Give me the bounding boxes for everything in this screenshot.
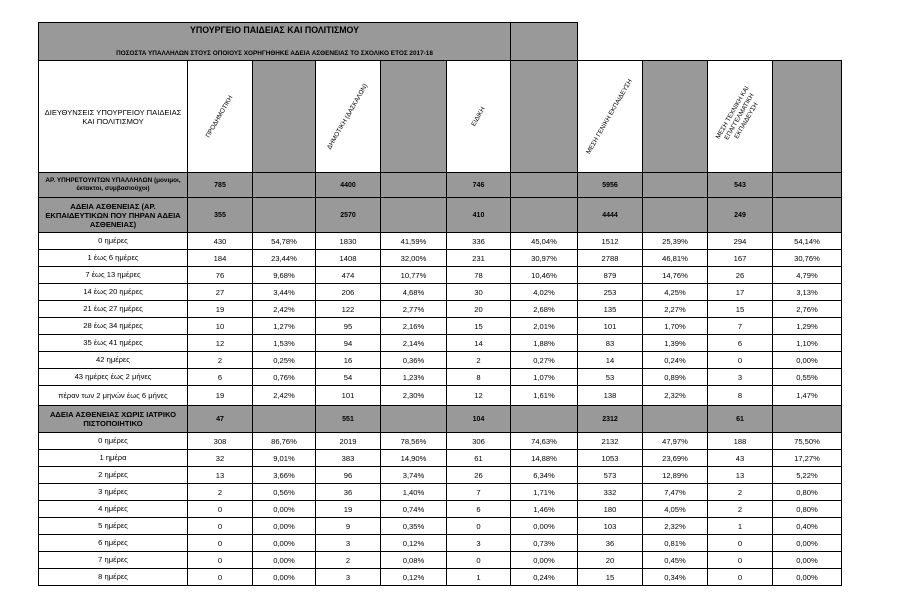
percent-cell: 0,12% (381, 535, 447, 552)
row-label: 0 ημέρες (39, 233, 188, 250)
percent-cell: 54,14% (773, 233, 842, 250)
row-label: 43 ημέρες έως 2 μήνες (39, 369, 188, 386)
percent-cell: 1,70% (643, 318, 708, 335)
count-cell: 253 (578, 284, 643, 301)
count-cell: 188 (708, 433, 773, 450)
row-header-label: ΔΙΕΥΘΥΝΣΕΙΣ ΥΠΟΥΡΓΕΙΟΥ ΠΑΙΔΕΙΑΣ ΚΑΙ ΠΟΛΙΤΙΣΜΟΥ (39, 61, 188, 173)
table-row (39, 569, 842, 586)
count-cell: 19 (316, 501, 381, 518)
percent-cell: 3,44% (253, 284, 316, 301)
count-cell: 30 (447, 284, 511, 301)
count-cell: 12 (188, 335, 253, 352)
count-cell: 0 (188, 501, 253, 518)
percent-cell: 10,46% (511, 267, 578, 284)
count-cell: 879 (578, 267, 643, 284)
percent-cell: 78,56% (381, 433, 447, 450)
percent-cell: 46,81% (643, 250, 708, 267)
count-cell: 231 (447, 250, 511, 267)
count-cell: 2 (188, 352, 253, 369)
percent-cell: 7,47% (643, 484, 708, 501)
count-cell: 2 (708, 501, 773, 518)
row-label: 0 ημέρες (39, 433, 188, 450)
count-cell: 1830 (316, 233, 381, 250)
percent-cell: 0,45% (643, 552, 708, 569)
count-cell: 1053 (578, 450, 643, 467)
percent-cell: 47,97% (643, 433, 708, 450)
table-row (39, 484, 842, 501)
count-cell: 2 (316, 552, 381, 569)
count-cell: 32 (188, 450, 253, 467)
column-header-special: ΕΙΔΙΚΗ (447, 61, 511, 173)
row-label: 7 έως 13 ημέρες (39, 267, 188, 284)
percent-cell: 2,01% (511, 318, 578, 335)
row-label: 5 ημέρες (39, 518, 188, 535)
percent-cell: 1,88% (511, 335, 578, 352)
count-cell: 14 (447, 335, 511, 352)
percent-cell: 0,00% (253, 552, 316, 569)
table-row (39, 450, 842, 467)
count-cell: 9 (316, 518, 381, 535)
count-cell: 26 (447, 467, 511, 484)
count-cell: 36 (578, 535, 643, 552)
percent-cell: 0,34% (643, 569, 708, 586)
count-cell: 0 (188, 569, 253, 586)
without-cert-value: 2312 (578, 406, 643, 433)
count-cell: 2019 (316, 433, 381, 450)
table-row (39, 433, 842, 450)
count-cell: 0 (708, 552, 773, 569)
count-cell: 2788 (578, 250, 643, 267)
table-row (39, 233, 842, 250)
count-cell: 180 (578, 501, 643, 518)
percent-cell: 0,00% (511, 518, 578, 535)
percent-cell: 1,39% (643, 335, 708, 352)
percent-cell: 12,89% (643, 467, 708, 484)
count-cell: 6 (708, 335, 773, 352)
without-cert-value: 47 (188, 406, 253, 433)
percent-cell: 3,66% (253, 467, 316, 484)
percent-cell: 2,76% (773, 301, 842, 318)
table-row (39, 335, 842, 352)
table-row (39, 467, 842, 484)
row-label: 42 ημέρες (39, 352, 188, 369)
table-row (39, 369, 842, 386)
count-cell: 96 (316, 467, 381, 484)
percent-cell: 0,00% (253, 518, 316, 535)
table-row (39, 267, 842, 284)
count-cell: 36 (316, 484, 381, 501)
count-cell: 14 (578, 352, 643, 369)
percent-cell: 1,27% (253, 318, 316, 335)
table-row (39, 250, 842, 267)
percent-cell: 0,00% (773, 569, 842, 586)
percent-cell: 1,07% (511, 369, 578, 386)
percent-cell: 1,53% (253, 335, 316, 352)
percent-cell: 45,04% (511, 233, 578, 250)
percent-cell: 0,00% (253, 569, 316, 586)
percent-cell: 0,00% (511, 552, 578, 569)
row-label: 2 ημέρες (39, 467, 188, 484)
percent-cell: 0,24% (511, 569, 578, 586)
count-cell: 0 (708, 535, 773, 552)
without-cert-label: ΑΔΕΙΑ ΑΣΘΕΝΕΙΑΣ ΧΩΡΙΣ ΙΑΤΡΙΚΟ ΠΙΣΤΟΠΟΙΗΤΙΚΟ (39, 406, 188, 433)
count-cell: 61 (447, 450, 511, 467)
employees-value: 785 (188, 173, 253, 198)
count-cell: 0 (188, 552, 253, 569)
table-row (39, 535, 842, 552)
without-cert-value: 61 (708, 406, 773, 433)
employees-value: 746 (447, 173, 511, 198)
row-label: 28 έως 34 ημέρες (39, 318, 188, 335)
with-cert-value: 249 (708, 198, 773, 233)
count-cell: 2 (447, 352, 511, 369)
column-header-primary: ΔΗΜΟΤΙΚΗ (ΔΑΣΚΑΛΩΝ) (316, 61, 381, 173)
percent-cell: 0,55% (773, 369, 842, 386)
percent-cell: 1,40% (381, 484, 447, 501)
count-cell: 1512 (578, 233, 643, 250)
count-cell: 0 (447, 552, 511, 569)
percent-cell: 2,16% (381, 318, 447, 335)
percent-cell: 0,00% (773, 552, 842, 569)
percent-cell: 0,27% (511, 352, 578, 369)
percent-cell: 1,71% (511, 484, 578, 501)
row-label: 7 ημέρες (39, 552, 188, 569)
percent-cell: 0,12% (381, 569, 447, 586)
row-label: πέραν των 2 μηνών έως 6 μήνες (39, 386, 188, 406)
percent-cell: 14,90% (381, 450, 447, 467)
percent-cell: 41,59% (381, 233, 447, 250)
percent-cell: 14,88% (511, 450, 578, 467)
count-cell: 167 (708, 250, 773, 267)
count-cell: 94 (316, 335, 381, 352)
percent-cell: 1,29% (773, 318, 842, 335)
column-header-secondary-technical: ΜΕΣΗ ΤΕΧΝΙΚΗ ΚΑΙ ΕΠΑΓΓΕΛΜΑΤΙΚΗ ΕΚΠΑΙΔΕΥΣΗ (708, 61, 773, 173)
percent-cell: 3,74% (381, 467, 447, 484)
count-cell: 294 (708, 233, 773, 250)
percent-cell: 0,08% (381, 552, 447, 569)
percent-cell: 4,79% (773, 267, 842, 284)
count-cell: 12 (447, 386, 511, 406)
table-row (39, 518, 842, 535)
count-cell: 53 (578, 369, 643, 386)
count-cell: 83 (578, 335, 643, 352)
count-cell: 6 (447, 501, 511, 518)
percent-cell: 1,23% (381, 369, 447, 386)
count-cell: 3 (447, 535, 511, 552)
percent-cell: 75,50% (773, 433, 842, 450)
count-cell: 16 (316, 352, 381, 369)
row-label: 35 έως 41 ημέρες (39, 335, 188, 352)
count-cell: 1408 (316, 250, 381, 267)
count-cell: 1 (447, 569, 511, 586)
count-cell: 0 (708, 569, 773, 586)
count-cell: 184 (188, 250, 253, 267)
row-label: 1 ημέρα (39, 450, 188, 467)
count-cell: 101 (316, 386, 381, 406)
percent-cell: 0,81% (643, 535, 708, 552)
count-cell: 20 (578, 552, 643, 569)
percent-cell: 2,30% (381, 386, 447, 406)
count-cell: 8 (447, 369, 511, 386)
subtitle-extension (511, 38, 578, 61)
table-row (39, 552, 842, 569)
percent-cell: 4,02% (511, 284, 578, 301)
percent-cell: 0,56% (253, 484, 316, 501)
percent-cell: 30,97% (511, 250, 578, 267)
percent-cell: 2,77% (381, 301, 447, 318)
count-cell: 7 (447, 484, 511, 501)
with-cert-value: 355 (188, 198, 253, 233)
count-cell: 103 (578, 518, 643, 535)
percent-cell: 32,00% (381, 250, 447, 267)
count-cell: 0 (188, 518, 253, 535)
count-cell: 573 (578, 467, 643, 484)
percent-cell: 0,35% (381, 518, 447, 535)
percent-cell: 1,61% (511, 386, 578, 406)
count-cell: 10 (188, 318, 253, 335)
percent-cell: 1,46% (511, 501, 578, 518)
percent-cell: 2,68% (511, 301, 578, 318)
table-subtitle: ΠΟΣΟΣΤΑ ΥΠΑΛΛΗΛΩΝ ΣΤΟΥΣ ΟΠΟΙΟΥΣ ΧΟΡΗΓΗΘΗΚΕ ΑΔΕΙΑ ΑΣΘΕΝΕΙΑΣ ΤΟ ΣΧΟΛΙΚΟ ΕΤΟΣ 2017-18 (39, 38, 511, 61)
count-cell: 0 (708, 352, 773, 369)
table-row (39, 352, 842, 369)
percent-cell: 2,42% (253, 386, 316, 406)
percent-cell: 9,01% (253, 450, 316, 467)
count-cell: 15 (447, 318, 511, 335)
percent-cell: 5,22% (773, 467, 842, 484)
percent-cell: 0,73% (511, 535, 578, 552)
percent-cell: 6,34% (511, 467, 578, 484)
count-cell: 13 (188, 467, 253, 484)
count-cell: 27 (188, 284, 253, 301)
percent-cell: 23,44% (253, 250, 316, 267)
percent-cell: 2,32% (643, 386, 708, 406)
count-cell: 76 (188, 267, 253, 284)
percent-cell: 2,42% (253, 301, 316, 318)
count-cell: 206 (316, 284, 381, 301)
employees-value: 543 (708, 173, 773, 198)
row-label: 1 έως 6 ημέρες (39, 250, 188, 267)
count-cell: 15 (708, 301, 773, 318)
count-cell: 95 (316, 318, 381, 335)
count-cell: 26 (708, 267, 773, 284)
count-cell: 308 (188, 433, 253, 450)
count-cell: 54 (316, 369, 381, 386)
row-label: 8 ημέρες (39, 569, 188, 586)
table-row (39, 301, 842, 318)
percent-cell: 2,27% (643, 301, 708, 318)
with-cert-value: 2570 (316, 198, 381, 233)
percent-cell: 9,68% (253, 267, 316, 284)
without-cert-value: 551 (316, 406, 381, 433)
percent-cell: 4,05% (643, 501, 708, 518)
row-label: 6 ημέρες (39, 535, 188, 552)
percent-cell: 74,63% (511, 433, 578, 450)
percent-cell: 0,00% (253, 501, 316, 518)
percent-cell: 0,00% (253, 535, 316, 552)
row-label: 14 έως 20 ημέρες (39, 284, 188, 301)
column-header-preprimary: ΠΡΟΔΗΜΟΤΙΚΗ (188, 61, 253, 173)
employees-value: 4400 (316, 173, 381, 198)
percent-cell: 0,89% (643, 369, 708, 386)
percent-cell: 0,76% (253, 369, 316, 386)
percent-cell: 0,00% (773, 535, 842, 552)
count-cell: 135 (578, 301, 643, 318)
count-cell: 3 (316, 535, 381, 552)
count-cell: 138 (578, 386, 643, 406)
row-label: 4 ημέρες (39, 501, 188, 518)
percent-cell: 0,80% (773, 484, 842, 501)
count-cell: 78 (447, 267, 511, 284)
count-cell: 2132 (578, 433, 643, 450)
count-cell: 306 (447, 433, 511, 450)
table-row (39, 501, 842, 518)
percent-cell: 2,14% (381, 335, 447, 352)
without-cert-value: 104 (447, 406, 511, 433)
percent-cell: 0,74% (381, 501, 447, 518)
count-cell: 7 (708, 318, 773, 335)
percent-cell: 2,32% (643, 518, 708, 535)
percent-cell: 10,77% (381, 267, 447, 284)
column-header-secondary-general: ΜΕΣΗ ΓΕΝΙΚΗ ΕΚΠΑΙΔΕΥΣΗ (578, 61, 643, 173)
row-label: 21 έως 27 ημέρες (39, 301, 188, 318)
percent-cell: 4,68% (381, 284, 447, 301)
percent-cell: 0,80% (773, 501, 842, 518)
percent-cell: 17,27% (773, 450, 842, 467)
count-cell: 0 (188, 535, 253, 552)
with-cert-value: 4444 (578, 198, 643, 233)
count-cell: 332 (578, 484, 643, 501)
count-cell: 2 (708, 484, 773, 501)
count-cell: 20 (447, 301, 511, 318)
table-row (39, 284, 842, 301)
percent-cell: 1,47% (773, 386, 842, 406)
table-row (39, 318, 842, 335)
percent-cell: 1,10% (773, 335, 842, 352)
count-cell: 43 (708, 450, 773, 467)
count-cell: 3 (316, 569, 381, 586)
count-cell: 336 (447, 233, 511, 250)
count-cell: 383 (316, 450, 381, 467)
count-cell: 430 (188, 233, 253, 250)
count-cell: 13 (708, 467, 773, 484)
employees-label: ΑΡ. ΥΠΗΡΕΤΟΥΝΤΩΝ ΥΠΑΛΛΗΛΩΝ (μονιμοι, έκτακτοι, συμβασιούχοι) (39, 173, 188, 198)
sick-leave-table (38, 22, 842, 586)
count-cell: 474 (316, 267, 381, 284)
count-cell: 2 (188, 484, 253, 501)
percent-cell: 0,25% (253, 352, 316, 369)
with-cert-label: ΑΔΕΙΑ ΑΣΘΕΝΕΙΑΣ (ΑΡ. ΕΚΠΑΙΔΕΥΤΙΚΩΝ ΠΟΥ ΠΗΡΑΝ ΑΔΕΙΑ ΑΣΘΕΝΕΙΑΣ) (39, 198, 188, 233)
percent-cell: 23,69% (643, 450, 708, 467)
with-cert-value: 410 (447, 198, 511, 233)
count-cell: 8 (708, 386, 773, 406)
employees-value: 5956 (578, 173, 643, 198)
table-row (39, 386, 842, 406)
count-cell: 1 (708, 518, 773, 535)
title-extension (511, 23, 578, 39)
percent-cell: 86,76% (253, 433, 316, 450)
percent-cell: 25,39% (643, 233, 708, 250)
count-cell: 122 (316, 301, 381, 318)
percent-cell: 30,76% (773, 250, 842, 267)
page-title: ΥΠΟΥΡΓΕΙΟ ΠΑΙΔΕΙΑΣ ΚΑΙ ΠΟΛΙΤΙΣΜΟΥ (39, 23, 511, 39)
percent-cell: 54,78% (253, 233, 316, 250)
percent-cell: 0,36% (381, 352, 447, 369)
count-cell: 15 (578, 569, 643, 586)
percent-cell: 0,24% (643, 352, 708, 369)
count-cell: 0 (447, 518, 511, 535)
percent-cell: 3,13% (773, 284, 842, 301)
count-cell: 17 (708, 284, 773, 301)
count-cell: 101 (578, 318, 643, 335)
percent-cell: 0,40% (773, 518, 842, 535)
count-cell: 6 (188, 369, 253, 386)
count-cell: 3 (708, 369, 773, 386)
percent-cell: 14,76% (643, 267, 708, 284)
count-cell: 19 (188, 386, 253, 406)
row-label: 3 ημέρες (39, 484, 188, 501)
count-cell: 19 (188, 301, 253, 318)
percent-cell: 4,25% (643, 284, 708, 301)
percent-cell: 0,00% (773, 352, 842, 369)
